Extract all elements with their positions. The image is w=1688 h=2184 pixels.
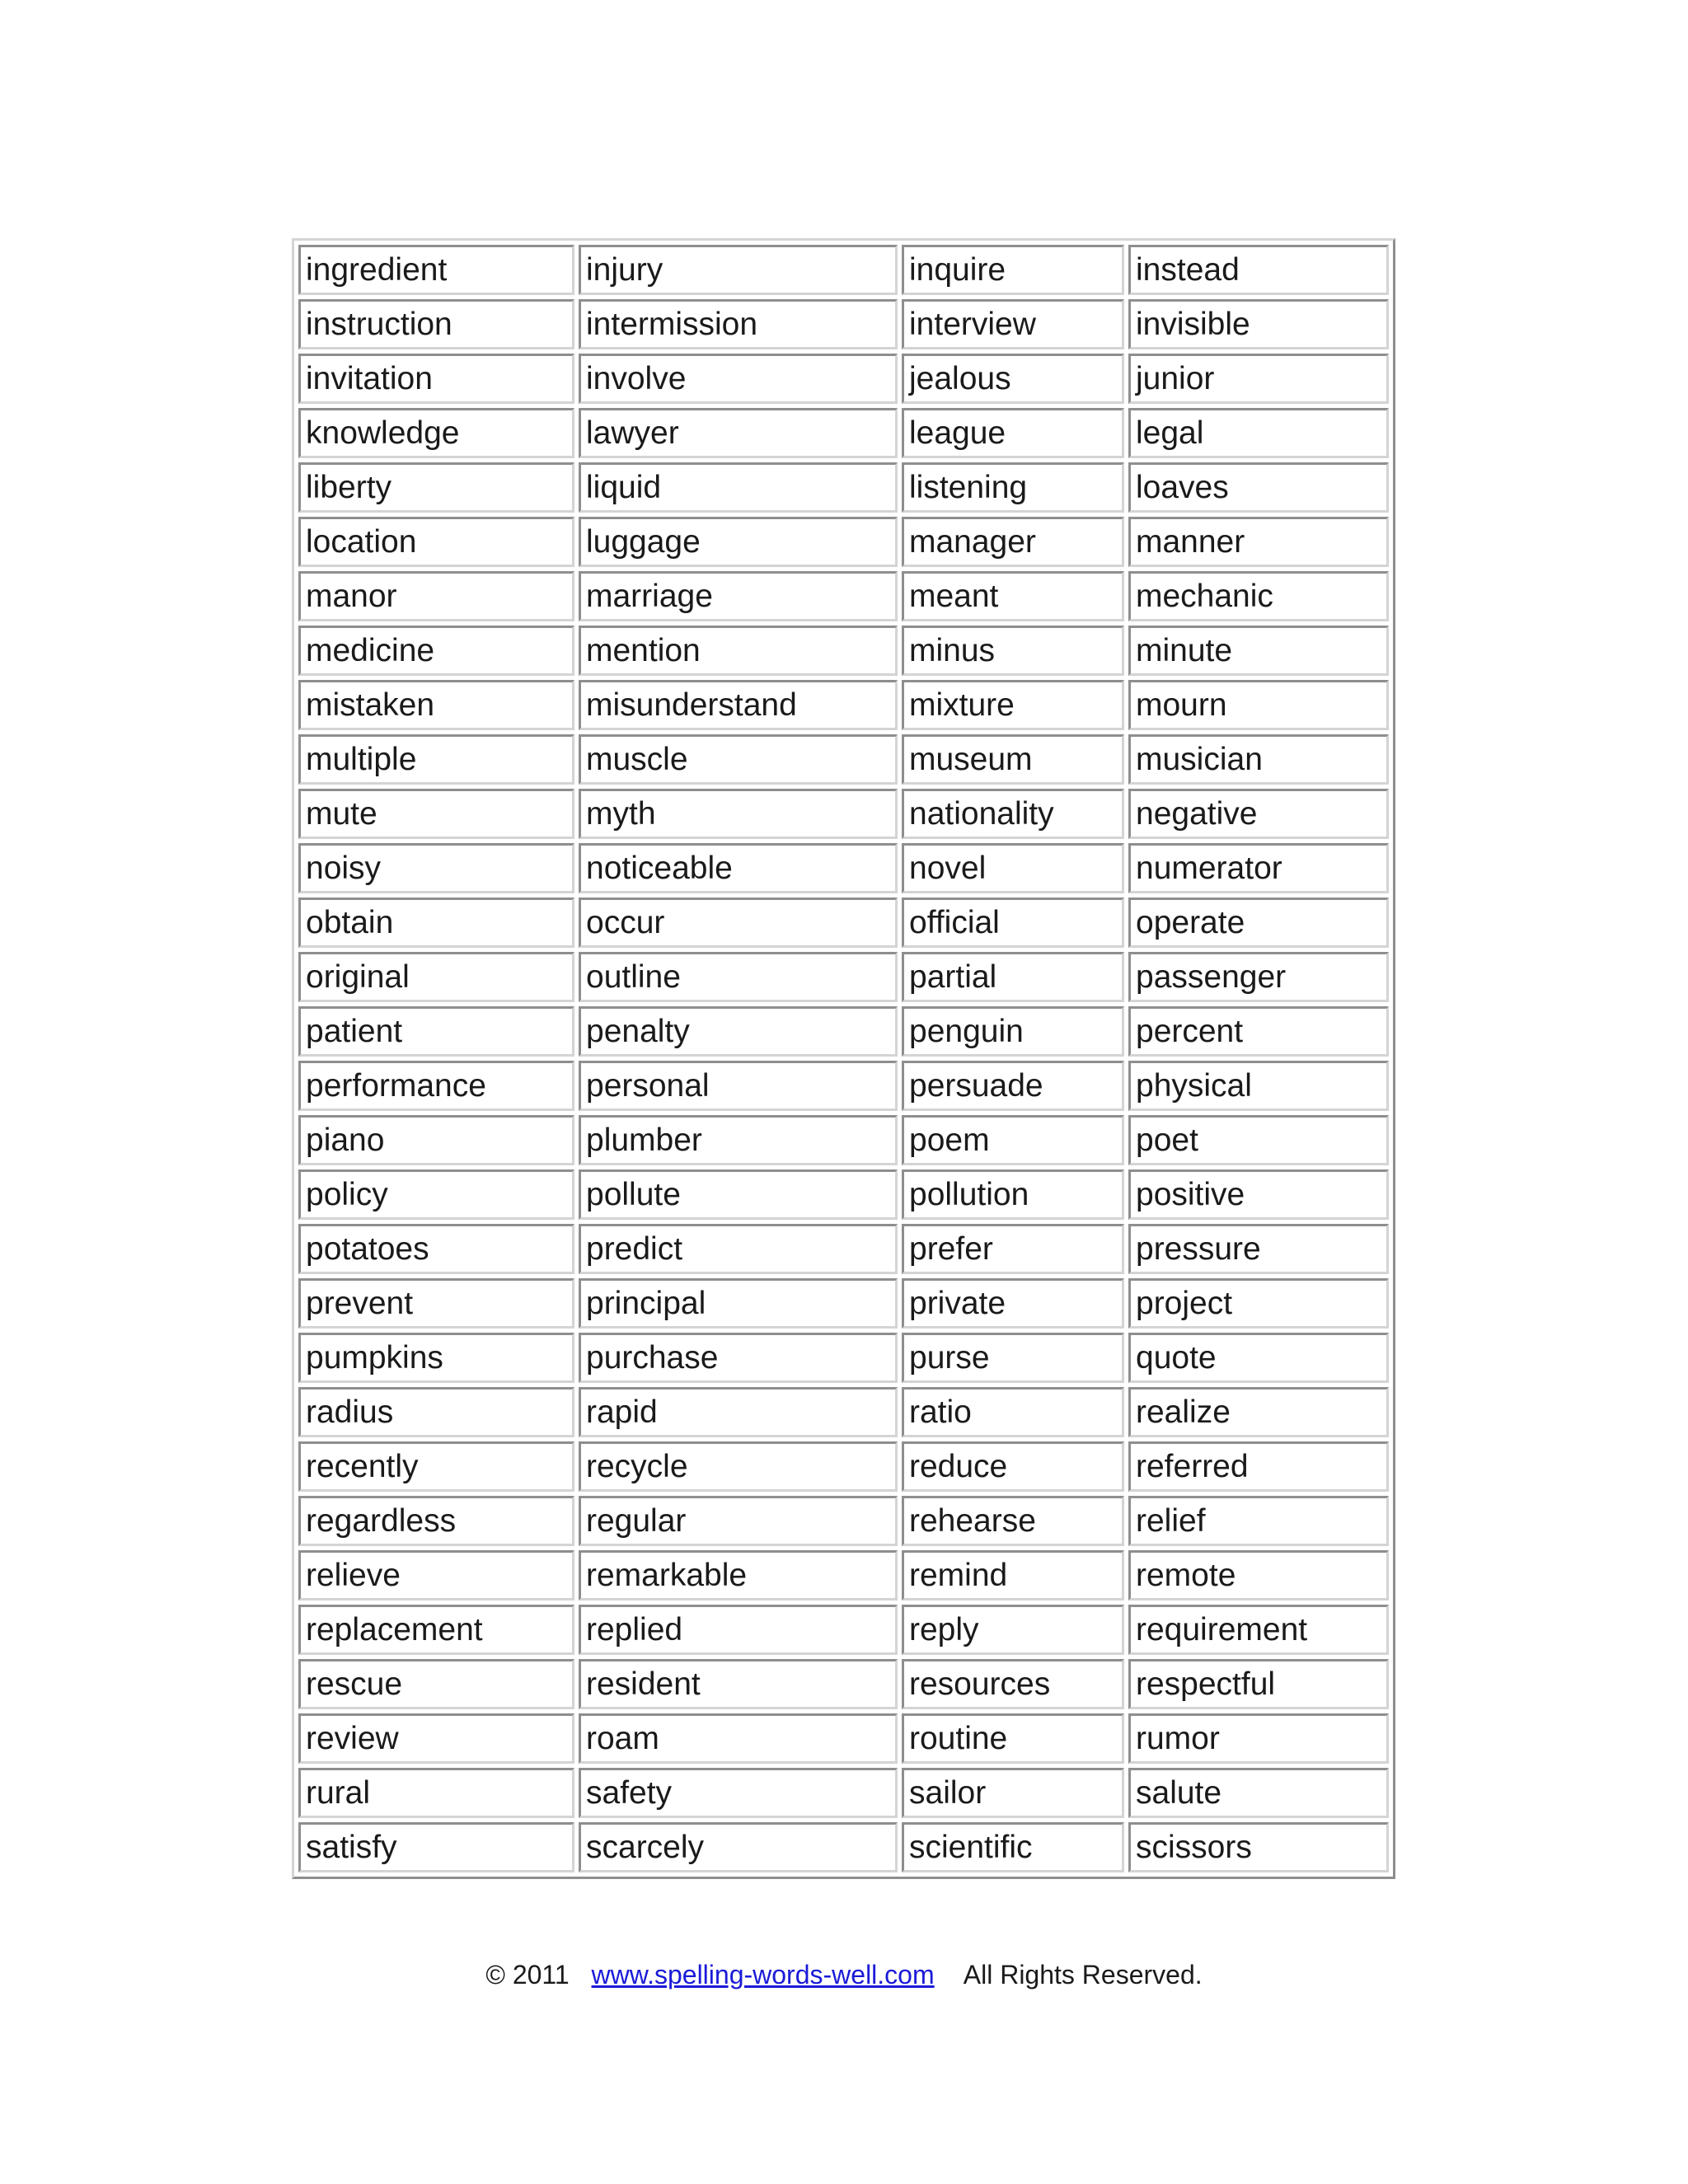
- word-cell: physical: [1128, 1061, 1389, 1111]
- word-cell: league: [902, 408, 1124, 458]
- word-cell: liberty: [298, 462, 574, 513]
- table-row: [298, 1659, 1389, 1709]
- table-row: [298, 734, 1389, 785]
- word-cell: recently: [298, 1441, 574, 1492]
- word-cell: poet: [1128, 1115, 1389, 1165]
- table-row: [298, 952, 1389, 1002]
- table-row: [298, 1768, 1389, 1818]
- word-cell: passenger: [1128, 952, 1389, 1002]
- table-row: [298, 1605, 1389, 1655]
- word-cell: manor: [298, 571, 574, 621]
- website-link[interactable]: www.spelling-words-well.com: [591, 1960, 935, 1990]
- word-cell: sailor: [902, 1768, 1124, 1818]
- table-row: [298, 1387, 1389, 1437]
- word-cell: referred: [1128, 1441, 1389, 1492]
- table-row: [298, 408, 1389, 458]
- word-cell: principal: [579, 1278, 898, 1329]
- table-row: [298, 898, 1389, 948]
- word-cell: roam: [579, 1713, 898, 1764]
- word-cell: minus: [902, 626, 1124, 676]
- word-cell: mute: [298, 789, 574, 839]
- word-cell: pollute: [579, 1169, 898, 1220]
- word-cell: minute: [1128, 626, 1389, 676]
- table-row: [298, 1169, 1389, 1220]
- word-cell: salute: [1128, 1768, 1389, 1818]
- table-row: [298, 1006, 1389, 1057]
- word-cell: negative: [1128, 789, 1389, 839]
- word-cell: persuade: [902, 1061, 1124, 1111]
- word-cell: quote: [1128, 1333, 1389, 1383]
- word-cell: intermission: [579, 299, 898, 349]
- table-row: [298, 1496, 1389, 1546]
- word-cell: outline: [579, 952, 898, 1002]
- word-cell: invitation: [298, 354, 574, 404]
- word-cell: mechanic: [1128, 571, 1389, 621]
- word-cell: knowledge: [298, 408, 574, 458]
- word-cell: safety: [579, 1768, 898, 1818]
- word-cell: loaves: [1128, 462, 1389, 513]
- rights-text: All Rights Reserved.: [963, 1960, 1203, 1990]
- word-cell: multiple: [298, 734, 574, 785]
- word-cell: recycle: [579, 1441, 898, 1492]
- word-cell: inquire: [902, 245, 1124, 295]
- word-cell: regardless: [298, 1496, 574, 1546]
- table-row: [298, 1550, 1389, 1601]
- word-cell: relief: [1128, 1496, 1389, 1546]
- word-cell: routine: [902, 1713, 1124, 1764]
- table-row: [298, 299, 1389, 349]
- table-row: [298, 245, 1389, 295]
- word-cell: legal: [1128, 408, 1389, 458]
- word-cell: rehearse: [902, 1496, 1124, 1546]
- word-cell: review: [298, 1713, 574, 1764]
- word-cell: myth: [579, 789, 898, 839]
- word-cell: reply: [902, 1605, 1124, 1655]
- word-cell: poem: [902, 1115, 1124, 1165]
- table-row: [298, 626, 1389, 676]
- table-row: [298, 1822, 1389, 1872]
- word-cell: noisy: [298, 843, 574, 893]
- word-cell: resident: [579, 1659, 898, 1709]
- word-cell: luggage: [579, 517, 898, 567]
- table-row: [298, 1061, 1389, 1111]
- word-cell: muscle: [579, 734, 898, 785]
- word-cell: scarcely: [579, 1822, 898, 1872]
- word-cell: project: [1128, 1278, 1389, 1329]
- word-cell: rumor: [1128, 1713, 1389, 1764]
- word-cell: penguin: [902, 1006, 1124, 1057]
- copyright-text: © 2011: [485, 1960, 570, 1990]
- table-row: [298, 843, 1389, 893]
- word-cell: plumber: [579, 1115, 898, 1165]
- word-cell: policy: [298, 1169, 574, 1220]
- word-cell: regular: [579, 1496, 898, 1546]
- table-row: [298, 462, 1389, 513]
- word-cell: penalty: [579, 1006, 898, 1057]
- word-cell: percent: [1128, 1006, 1389, 1057]
- word-cell: medicine: [298, 626, 574, 676]
- table-row: [298, 1224, 1389, 1274]
- word-cell: replacement: [298, 1605, 574, 1655]
- word-cell: patient: [298, 1006, 574, 1057]
- word-cell: mistaken: [298, 680, 574, 730]
- page-footer: [0, 1960, 1688, 1990]
- word-cell: reduce: [902, 1441, 1124, 1492]
- word-cell: remind: [902, 1550, 1124, 1601]
- word-cell: location: [298, 517, 574, 567]
- word-cell: obtain: [298, 898, 574, 948]
- word-cell: partial: [902, 952, 1124, 1002]
- word-cell: nationality: [902, 789, 1124, 839]
- spelling-word-table: [292, 238, 1395, 1879]
- word-cell: musician: [1128, 734, 1389, 785]
- word-cell: official: [902, 898, 1124, 948]
- word-cell: manner: [1128, 517, 1389, 567]
- word-cell: lawyer: [579, 408, 898, 458]
- word-cell: marriage: [579, 571, 898, 621]
- word-cell: meant: [902, 571, 1124, 621]
- table-row: [298, 1441, 1389, 1492]
- table-row: [298, 571, 1389, 621]
- word-cell: scientific: [902, 1822, 1124, 1872]
- word-cell: predict: [579, 1224, 898, 1274]
- word-cell: involve: [579, 354, 898, 404]
- table-row: [298, 517, 1389, 567]
- word-cell: purse: [902, 1333, 1124, 1383]
- word-cell: performance: [298, 1061, 574, 1111]
- word-cell: ingredient: [298, 245, 574, 295]
- table-row: [298, 680, 1389, 730]
- word-cell: junior: [1128, 354, 1389, 404]
- word-cell: relieve: [298, 1550, 574, 1601]
- word-cell: mention: [579, 626, 898, 676]
- word-cell: pollution: [902, 1169, 1124, 1220]
- word-cell: realize: [1128, 1387, 1389, 1437]
- word-cell: instruction: [298, 299, 574, 349]
- word-cell: requirement: [1128, 1605, 1389, 1655]
- table-row: [298, 789, 1389, 839]
- word-cell: satisfy: [298, 1822, 574, 1872]
- word-cell: resources: [902, 1659, 1124, 1709]
- word-cell: mixture: [902, 680, 1124, 730]
- word-cell: respectful: [1128, 1659, 1389, 1709]
- word-cell: rescue: [298, 1659, 574, 1709]
- word-cell: prefer: [902, 1224, 1124, 1274]
- word-cell: museum: [902, 734, 1124, 785]
- word-cell: rural: [298, 1768, 574, 1818]
- word-cell: numerator: [1128, 843, 1389, 893]
- word-cell: potatoes: [298, 1224, 574, 1274]
- word-cell: piano: [298, 1115, 574, 1165]
- word-cell: ratio: [902, 1387, 1124, 1437]
- word-cell: pumpkins: [298, 1333, 574, 1383]
- table-row: [298, 1115, 1389, 1165]
- word-cell: rapid: [579, 1387, 898, 1437]
- word-cell: manager: [902, 517, 1124, 567]
- word-cell: misunderstand: [579, 680, 898, 730]
- word-cell: novel: [902, 843, 1124, 893]
- word-cell: pressure: [1128, 1224, 1389, 1274]
- word-cell: operate: [1128, 898, 1389, 948]
- table-row: [298, 1713, 1389, 1764]
- table-row: [298, 354, 1389, 404]
- word-cell: original: [298, 952, 574, 1002]
- word-cell: positive: [1128, 1169, 1389, 1220]
- word-cell: prevent: [298, 1278, 574, 1329]
- word-cell: replied: [579, 1605, 898, 1655]
- word-cell: jealous: [902, 354, 1124, 404]
- word-cell: interview: [902, 299, 1124, 349]
- word-cell: purchase: [579, 1333, 898, 1383]
- word-cell: noticeable: [579, 843, 898, 893]
- word-cell: instead: [1128, 245, 1389, 295]
- word-cell: personal: [579, 1061, 898, 1111]
- word-cell: injury: [579, 245, 898, 295]
- table-row: [298, 1278, 1389, 1329]
- word-cell: mourn: [1128, 680, 1389, 730]
- word-cell: radius: [298, 1387, 574, 1437]
- word-cell: invisible: [1128, 299, 1389, 349]
- word-cell: remote: [1128, 1550, 1389, 1601]
- word-cell: scissors: [1128, 1822, 1389, 1872]
- table-row: [298, 1333, 1389, 1383]
- word-table-body: [298, 245, 1389, 1872]
- word-cell: remarkable: [579, 1550, 898, 1601]
- word-cell: occur: [579, 898, 898, 948]
- word-cell: listening: [902, 462, 1124, 513]
- word-cell: liquid: [579, 462, 898, 513]
- word-cell: private: [902, 1278, 1124, 1329]
